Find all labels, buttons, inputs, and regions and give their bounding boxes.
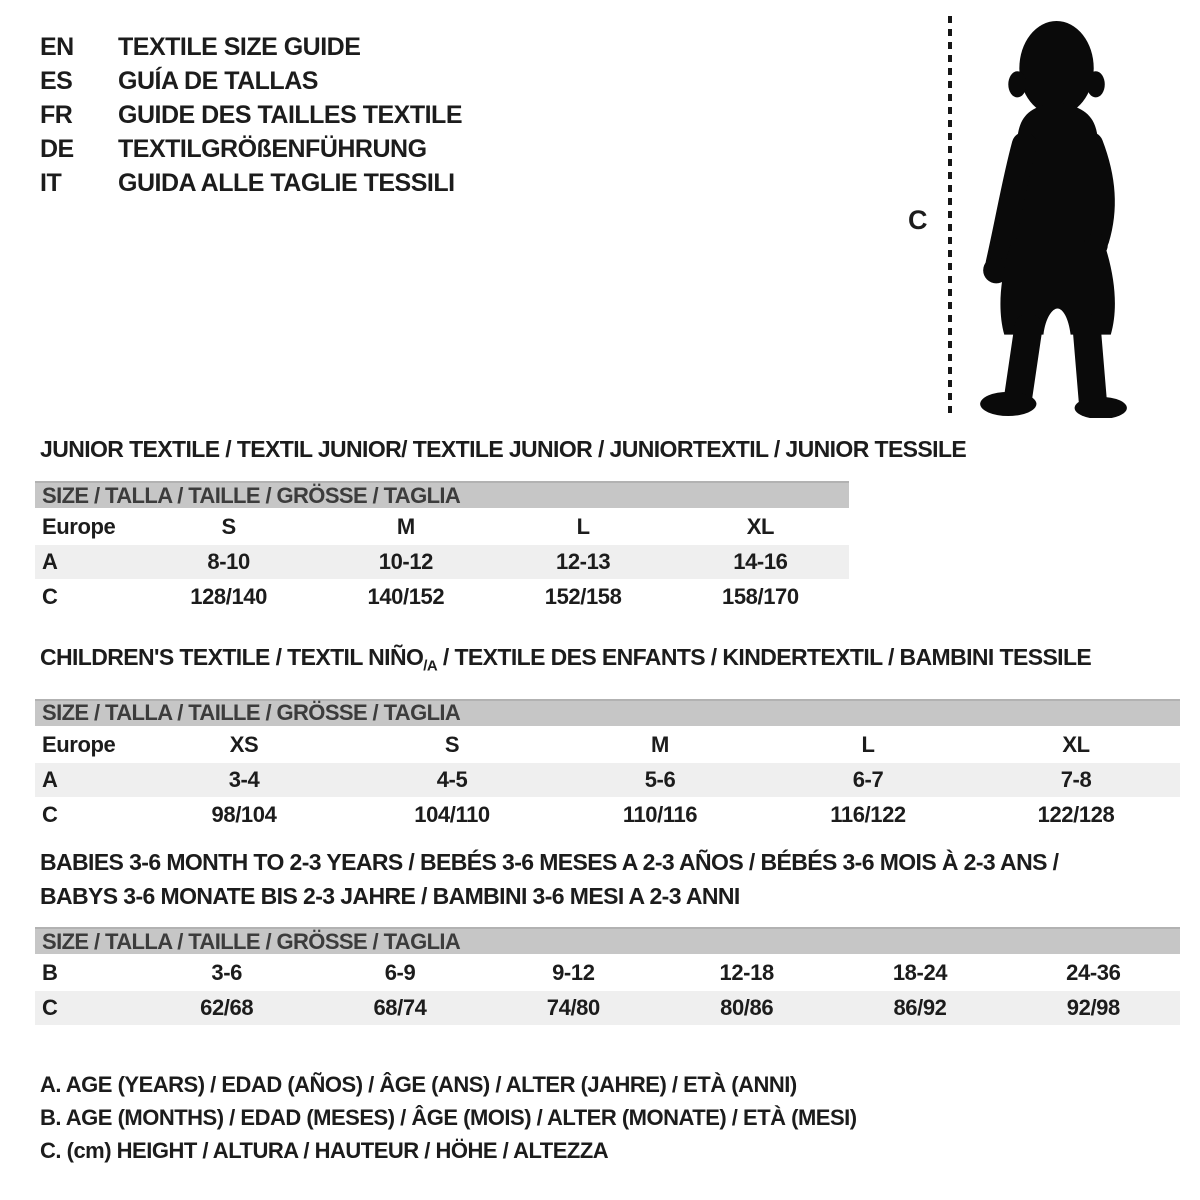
language-title: TEXTILGRÖßENFÜHRUNG [118,134,427,163]
table-cell: 3-4 [228,766,260,792]
table-cell: 7-8 [1060,766,1092,792]
table-cell: S [221,514,236,539]
table-cell: L [576,514,590,539]
row-label: A [42,766,58,792]
table-cell: 18-24 [892,960,948,985]
language-code: EN [40,32,74,61]
height-measure-line [948,16,952,416]
table-cell: 80/86 [720,995,774,1020]
table-cell: L [861,731,875,757]
language-title: GUIDA ALLE TAGLIE TESSILI [118,168,455,197]
section-title [35,845,1058,913]
table-cell: XL [1062,731,1090,757]
language-code: IT [40,168,62,197]
height-measure-label: C [908,205,928,235]
table-cell: 110/116 [622,801,698,827]
row-label: Europe [42,731,116,757]
measure-legend [40,1068,857,1167]
table-cell: 92/98 [1066,995,1120,1020]
table-cell: 140/152 [367,584,445,609]
table-cell: XS [229,731,259,757]
legend-age-months: B. AGE (MONTHS) / EDAD (MESES) / ÂGE (MOIS) / ALTER (MONATE) / ETÀ (MESI) [40,1104,857,1130]
table-row-c [35,991,1180,1025]
table-row-b [35,956,1180,990]
section-title-line [40,845,1058,879]
title-text: CHILDREN'S TEXTILE / TEXTIL NIÑO [40,644,424,670]
table-cell: 6-7 [852,766,884,792]
table-cell: 86/92 [893,995,947,1020]
size-header: SIZE / TALLA / TAILLE / GRÖSSE / TAGLIA [35,927,1180,954]
table-cell: 24-36 [1066,960,1121,985]
table-cell: M [396,514,415,539]
row-label: C [42,584,58,609]
language-list [40,30,462,200]
table-row-europe [35,728,1180,762]
table-row-c [35,580,849,614]
size-table [35,956,1180,1025]
size-header: SIZE / TALLA / TAILLE / GRÖSSE / TAGLIA [35,699,1180,726]
language-row-es [40,64,462,98]
language-title: GUÍA DE TALLAS [118,66,318,95]
table-row-c [35,798,1180,832]
row-label: Europe [42,514,116,539]
title-subscript: /A [423,657,438,675]
table-cell: 74/80 [546,995,600,1020]
legend-height-cm: C. (cm) HEIGHT / ALTURA / HAUTEUR / HÖHE / ALTEZZA [40,1137,609,1163]
table-cell: 98/104 [211,801,277,827]
language-row-de [40,132,462,166]
title-text: JUNIOR TEXTILE / TEXTIL JUNIOR/ TEXTILE JUNIOR / JUNIORTEXTIL / JUNIOR TESSILE [40,436,967,462]
section-childrens-textile [35,640,1180,833]
language-row-it [40,166,462,200]
table-row-a [35,545,849,579]
table-cell: 116/122 [830,801,906,827]
language-row-fr [40,98,462,132]
table-cell: 10-12 [378,549,434,574]
title-text: BABYS 3-6 MONATE BIS 2-3 JAHRE / BAMBINI 3-6 MESI A 2-3 ANNI [40,883,740,909]
table-row-a [35,763,1180,797]
language-title: GUIDE DES TAILLES TEXTILE [118,100,463,129]
table-cell: M [651,731,669,757]
table-cell: 122/128 [1037,801,1115,827]
table-cell: 3-6 [211,960,242,985]
table-cell: 12-18 [719,960,774,985]
title-text: BABIES 3-6 MONTH TO 2-3 YEARS / BEBÉS 3-6 MESES A 2-3 AÑOS / BÉBÉS 3-6 MOIS À 2-3 ANS / [40,849,1059,875]
legend-age-years: A. AGE (YEARS) / EDAD (AÑOS) / ÂGE (ANS) / ALTER (JAHRE) / ETÀ (ANNI) [40,1071,797,1097]
table-cell: 4-5 [436,766,468,792]
table-cell: 5-6 [644,766,676,792]
table-row-europe [35,510,849,544]
section-babies-textile [35,845,1180,1026]
size-header: SIZE / TALLA / TAILLE / GRÖSSE / TAGLIA [35,481,849,508]
language-code: ES [40,66,73,95]
table-cell: S [444,731,460,757]
row-label: A [42,549,58,574]
language-code: FR [40,100,73,129]
language-row-en [40,30,462,64]
table-cell: 158/170 [722,584,799,609]
table-cell: 9-12 [552,960,595,985]
title-text: / TEXTILE DES ENFANTS / KINDERTEXTIL / BAMBINI TESSILE [437,644,1092,670]
row-label: C [42,801,58,827]
section-title [35,432,966,466]
table-cell: 104/110 [414,801,490,827]
table-cell: 68/74 [373,995,427,1020]
language-title: TEXTILE SIZE GUIDE [118,32,361,61]
section-title-line [40,879,1058,913]
section-junior-textile [35,432,967,615]
row-label: B [42,960,58,985]
table-cell: 152/158 [544,584,622,609]
language-code: DE [40,134,74,163]
section-title [35,640,1091,684]
toddler-silhouette-icon [963,16,1138,418]
table-cell: XL [746,514,775,539]
table-cell: 128/140 [190,584,267,609]
table-cell: 8-10 [207,549,250,574]
section-title-line [40,432,966,466]
table-cell: 62/68 [200,995,254,1020]
table-cell: 6-9 [384,960,416,985]
size-table [35,510,849,614]
table-cell: 12-13 [555,549,611,574]
table-cell: 14-16 [733,549,788,574]
section-title-line [40,640,1091,684]
row-label: C [42,995,58,1020]
size-table [35,728,1180,832]
